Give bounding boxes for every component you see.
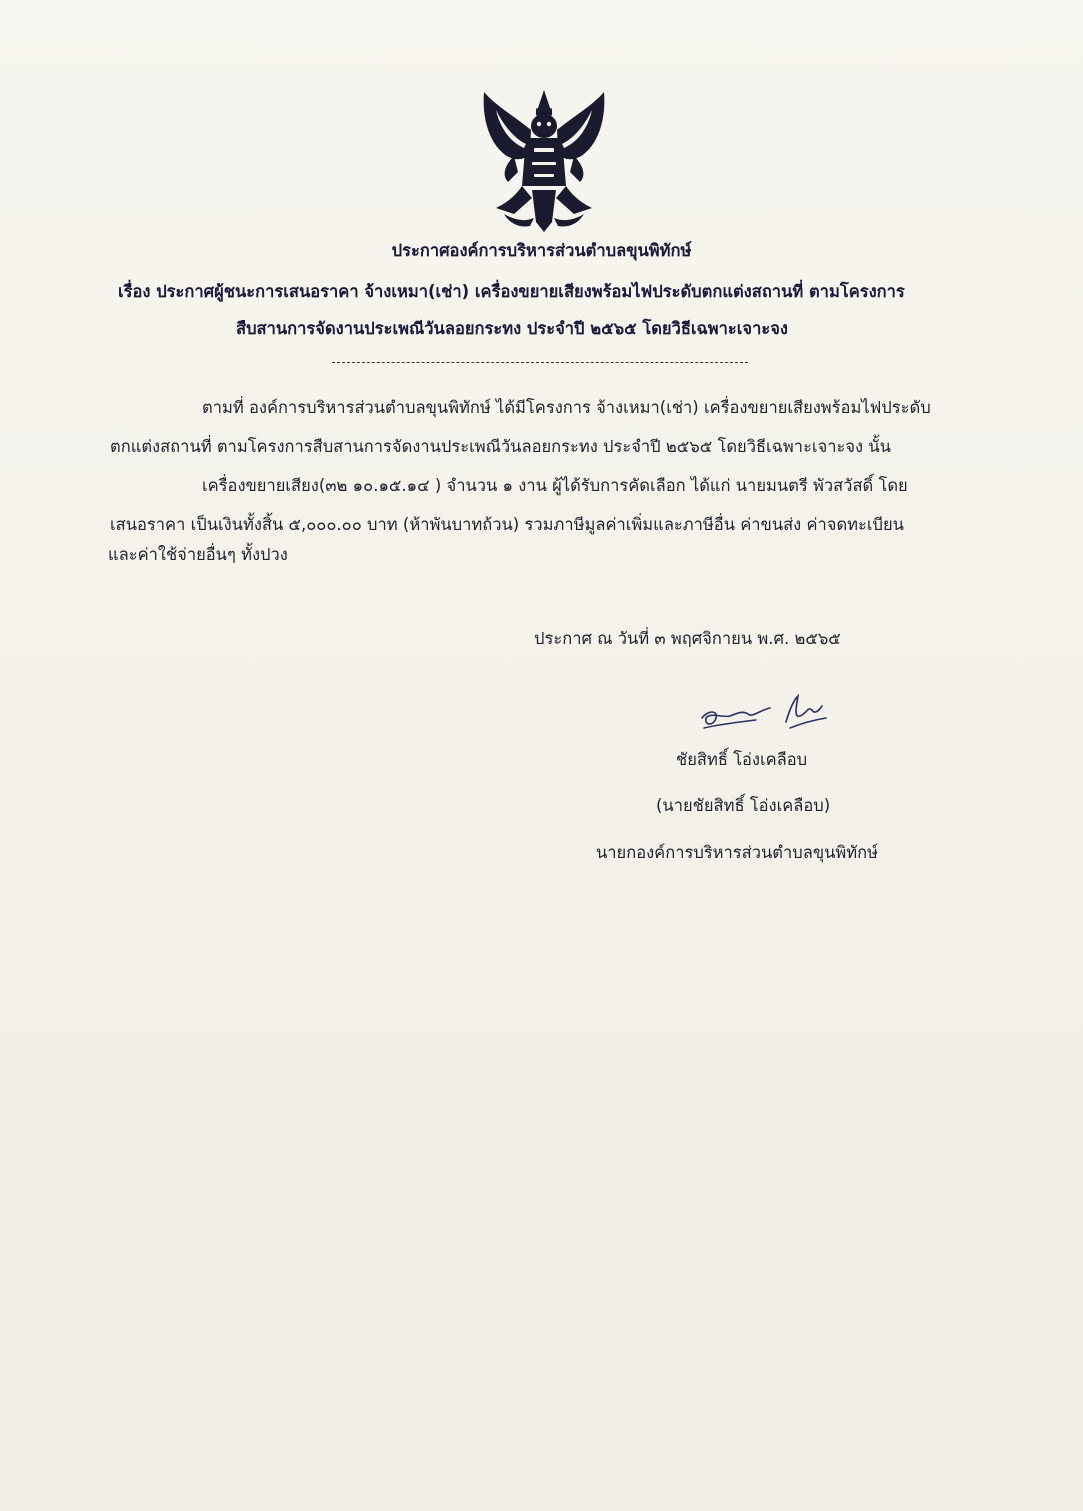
- signatory-name: ชัยสิทธิ์ โอ่งเคลือบ: [676, 750, 808, 769]
- signatory-full-name: (นายชัยสิทธิ์ โอ่งเคลือบ): [656, 796, 831, 815]
- garuda-emblem-icon: [474, 86, 614, 236]
- body-line-1: ตามที่ องค์การบริหารส่วนตำบลขุนพิทักษ์ ได้มีโครงการ จ้างเหมา(เช่า) เครื่องขยายเสียงพร้อมไฟประดับ: [202, 398, 931, 417]
- subject-line-1: เรื่อง ประกาศผู้ชนะการเสนอราคา จ้างเหมา(เช่า) เครื่องขยายเสียงพร้อมไฟประดับตกแต่งสถานที่ ตามโครงการ: [118, 282, 905, 301]
- subject-line-2: สืบสานการจัดงานประเพณีวันลอยกระทง ประจำปี ๒๕๖๕ โดยวิธีเฉพาะเจาะจง: [236, 319, 788, 338]
- signatory-position: นายกองค์การบริหารส่วนตำบลขุนพิทักษ์: [596, 843, 879, 862]
- body-line-5: และค่าใช้จ่ายอื่นๆ ทั้งปวง: [108, 545, 288, 564]
- announcement-date: ประกาศ ณ วันที่ ๓ พฤศจิกายน พ.ศ. ๒๕๖๕: [534, 629, 841, 648]
- signature: [690, 688, 840, 738]
- divider: [332, 362, 748, 363]
- body-line-4: เสนอราคา เป็นเงินทั้งสิ้น ๕,๐๐๐.๐๐ บาท (ห้าพันบาทถ้วน) รวมภาษีมูลค่าเพิ่มและภาษีอื่น ค่าขนส่ง ค่าจดทะเบียน: [110, 515, 904, 534]
- body-line-3: เครื่องขยายเสียง(๓๒ ๑๐.๑๕.๑๔ ) จำนวน ๑ งาน ผู้ได้รับการคัดเลือก ได้แก่ นายมนตรี พัวสวัสดิ์ โดย: [202, 476, 908, 495]
- announcement-title: ประกาศองค์การบริหารส่วนตำบลขุนพิทักษ์: [391, 241, 692, 260]
- body-line-2: ตกแต่งสถานที่ ตามโครงการสืบสานการจัดงานประเพณีวันลอยกระทง ประจำปี ๒๕๖๕ โดยวิธีเฉพาะเจาะจง นั้น: [110, 437, 891, 456]
